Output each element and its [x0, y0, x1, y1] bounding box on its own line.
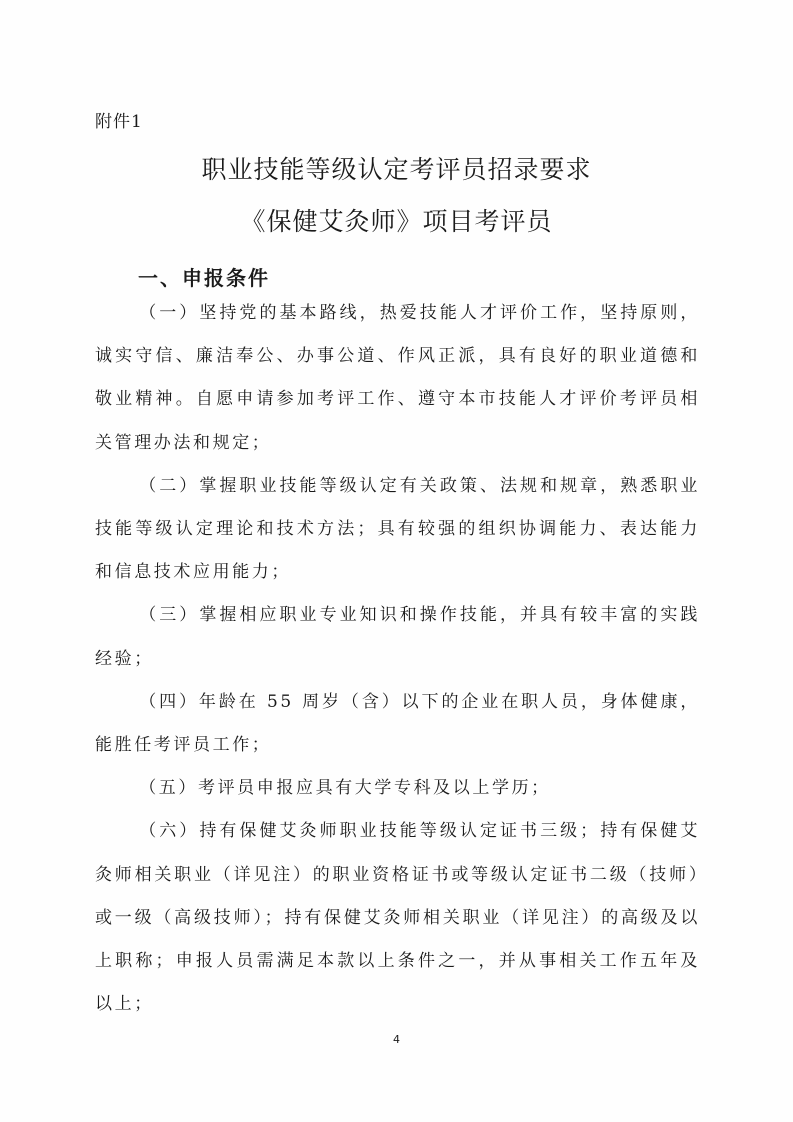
document-title: 职业技能等级认定考评员招录要求	[201, 155, 592, 184]
paragraph-item-4: （四）年龄在 55 周岁（含）以下的企业在职人员，身体健康，能胜任考评员工作；	[95, 691, 700, 756]
paragraph-item-1: （一）坚持党的基本路线，热爱技能人才评价工作，坚持原则，诚实守信、廉洁奉公、办事公道、作风正派，具有良好的职业道德和敬业精神。自愿申请参加考评工作、遵守本市技能人才评价考评员相关管理办法和规定；	[95, 303, 700, 453]
document-subtitle: 《保健艾灸师》项目考评员	[240, 207, 553, 236]
paragraph-item-2: （二）掌握职业技能等级认定有关政策、法规和规章，熟悉职业技能等级认定理论和技术方法；具有较强的组织协调能力、表达能力和信息技术应用能力；	[95, 475, 700, 583]
page-number: 4	[393, 1033, 400, 1046]
body-text	[95, 292, 700, 1026]
section-heading: 一、申报条件	[138, 266, 270, 290]
paragraph-item-6: （六）持有保健艾灸师职业技能等级认定证书三级；持有保健艾灸师相关职业（详见注）的职业资格证书或等级认定证书二级（技师）或一级（高级技师）；持有保健艾灸师相关职业（详见注）的高级及以上职称；申报人员需满足本款以上条件之一，并从事相关工作五年及以上；	[95, 821, 700, 1015]
paragraph-item-3: （三）掌握相应职业专业知识和操作技能，并具有较丰富的实践经验；	[95, 605, 700, 669]
attachment-label: 附件1	[95, 112, 143, 132]
paragraph-item-5: （五）考评员申报应具有大学专科及以上学历；	[139, 778, 551, 799]
